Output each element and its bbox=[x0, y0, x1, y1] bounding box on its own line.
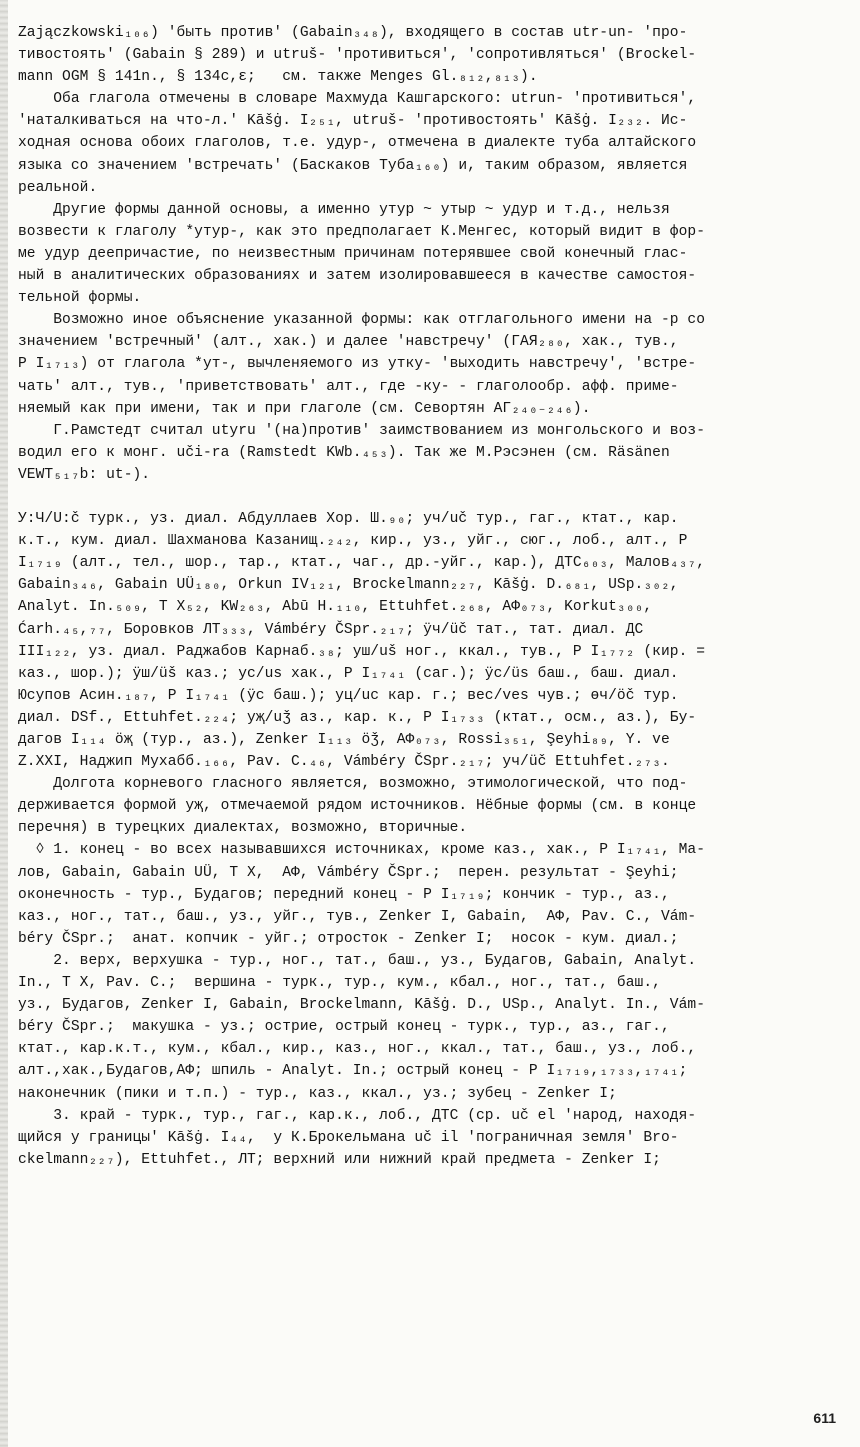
text-line: 2. верх, верхушка - тур., ног., тат., баш., уз., Будагов, Gabain, Analyt. bbox=[18, 952, 697, 969]
text-line: Другие формы данной основы, а именно утур ~ утыр ~ удур и т.д., нельзя bbox=[18, 201, 670, 218]
paragraph bbox=[18, 88, 840, 198]
text-line: языка со значением 'встречать' (Баскаков Туба₁₆₀) и, таким образом, является bbox=[18, 157, 688, 174]
paragraph bbox=[18, 773, 840, 839]
text-line: VEWT₅₁₇b: ut-). bbox=[18, 466, 151, 483]
text-line: перечня) в турецких диалектах, возможно, вторичные. bbox=[18, 820, 468, 837]
text-line: У:Ч/U:č турк., уз. диал. Абдуллаев Хор. Ш.₉₀; уч/uč тур., гаг., ктат., кар. bbox=[18, 511, 679, 528]
text-line: Z.XXI, Наджип Мухабб.₁₆₆, Pav. C.₄₆, Vámbéry ČSpr.₂₁₇; уч/üč Ettuhfet.₂₇₃. bbox=[18, 754, 670, 771]
paragraph bbox=[18, 839, 840, 949]
text-line: тивостоять' (Gabain § 289) и utruš- 'противиться', 'сопротивляться' (Brockel- bbox=[18, 47, 697, 64]
text-line: няемый как при имени, так и при глаголе (см. Севортян АГ₂₄₀₋₂₄₆). bbox=[18, 400, 591, 417]
text-line: уз., Будагов, Zenker I, Gabain, Brockelmann, Kāšġ. D., USp., Analyt. In., Vám- bbox=[18, 997, 705, 1014]
text-line: каз., ног., тат., баш., уз., уйг., тув., Zenker I, Gabain, АФ, Pav. C., Vám- bbox=[18, 908, 697, 925]
text-line: Ćarh.₄₅,₇₇, Боровков ЛТ₃₃₃, Vámbéry ČSpr.₂₁₇; ӱч/üč тат., тат. диал. ДС bbox=[18, 621, 644, 638]
text-line: Analyt. In.₅₀₉, T X₅₂, KW₂₆₃, Abū H.₁₁₀, Ettuhfet.₂₆₈, АФ₀₇₃, Korkut₃₀₀, bbox=[18, 599, 653, 616]
text-line: лов, Gabain, Gabain UÜ, T X, АФ, Vámbéry ČSpr.; перен. результат - Şeyhi; bbox=[18, 864, 679, 881]
paragraph bbox=[18, 950, 840, 1105]
text-line: Оба глагола отмечены в словаре Махмуда Кашгарского: utrun- 'противиться', bbox=[18, 91, 697, 108]
text-line: чать' алт., тув., 'приветствовать' алт., где -ку- - глаголообр. афф. приме- bbox=[18, 378, 679, 395]
text-line: держивается формой уҗ, отмечаемой рядом источников. Нёбные формы (см. в конце bbox=[18, 798, 697, 815]
paragraph bbox=[18, 1105, 840, 1171]
text-line: Г.Рамстедт считал utyru '(на)против' заимствованием из монгольского и воз- bbox=[18, 422, 705, 439]
paragraph bbox=[18, 508, 840, 773]
text-line: щийся у границы' Kāšġ. I₄₄, у К.Брокельмана uč il 'пограничная земля' Bro- bbox=[18, 1129, 679, 1146]
text-line: ный в аналитических образованиях и затем изолировавшееся в качестве самостоя- bbox=[18, 268, 697, 285]
text-line: дагов I₁₁₄ ӧҗ (тур., аз.), Zenker I₁₁₃ öǯ, АФ₀₇₃, Rossi₃₅₁, Şeyhi₈₉, Y. ve bbox=[18, 732, 670, 748]
text-line: ◊ 1. конец - во всех называвшихся источниках, кроме каз., хак., P I₁₇₄₁, Ма- bbox=[18, 842, 705, 859]
text-line: béry ČSpr.; макушка - уз.; острие, острый конец - турк., тур., аз., гаг., bbox=[18, 1019, 670, 1036]
text-line: P I₁₇₁₃) от глагола *ут-, вычленяемого из утку- 'выходить навстречу', 'встре- bbox=[18, 356, 697, 373]
text-line: водил его к монг. uči-ra (Ramstedt KWb.₄₅₃). Так же М.Рэсэнен (см. Räsänen bbox=[18, 444, 670, 461]
text-line: Возможно иное объяснение указанной формы: как отглагольного имени на -р со bbox=[18, 312, 705, 329]
text-line: béry ČSpr.; анат. копчик - уйг.; отросток - Zenker I; носок - кум. диал.; bbox=[18, 930, 679, 947]
text-line: I₁₇₁₉ (алт., тел., шор., тар., ктат., чаг., др.-уйг., кар.), ДТС₆₀₃, Малов₄₃₇, bbox=[18, 555, 705, 572]
text-line: каз., шор.); ӱш/üš каз.; ус/us хак., P I₁₇₄₁ (саг.); ӱс/üs баш., баш. диал. bbox=[18, 665, 679, 682]
text-line: mann OGM § 141n., § 134c,ε; см. также Menges Gl.₈₁₂,₈₁₃). bbox=[18, 69, 538, 86]
text-line: возвести к глаголу *утур-, как это предполагает К.Менгес, который видит в фор- bbox=[18, 223, 705, 240]
text-line: ме удур деепричастие, по неизвестным причинам потерявшее свой конечный глас- bbox=[18, 245, 688, 262]
text-line: 'наталкиваться на что-л.' Kāšġ. I₂₅₁, utruš- 'противостоять' Kāšġ. I₂₃₂. Ис- bbox=[18, 113, 688, 130]
text-line: реальной. bbox=[18, 179, 98, 196]
paragraph bbox=[18, 199, 840, 309]
text-line: III₁₂₂, уз. диал. Раджабов Карнаб.₃₈; уш/uš ног., ккал., тув., P I₁₇₇₂ (кир. = bbox=[18, 643, 705, 660]
text-line: диал. DSf., Ettuhfet.₂₂₄; уҗ/uǯ аз., кар. к., P I₁₇₃₃ (ктат., осм., аз.), Бу- bbox=[18, 709, 697, 726]
text-line: оконечность - тур., Будагов; передний конец - P I₁₇₁₉; кончик - тур., аз., bbox=[18, 886, 670, 903]
text-line: наконечник (пики и т.п.) - тур., каз., ккал., уз.; зубец - Zenker I; bbox=[18, 1085, 617, 1102]
scan-edge-shadow bbox=[0, 0, 8, 1447]
text-line: Юсупов Асин.₁₈₇, P I₁₇₄₁ (ӱс баш.); уц/uc кар. г.; вес/ves чув.; өч/öč тур. bbox=[18, 687, 679, 704]
text-line: Долгота корневого гласного является, возможно, этимологической, что под- bbox=[18, 776, 688, 793]
text-line: Zajączkowski₁₀₆) 'быть против' (Gabain₃₄₈), входящего в состав utr-un- 'про- bbox=[18, 25, 688, 41]
paragraph bbox=[18, 420, 840, 486]
paragraph-spacer bbox=[18, 486, 840, 508]
paragraph bbox=[18, 22, 840, 88]
text-line: ктат., кар.к.т., кум., кбал., кир., каз., ног., ккал., тат., баш., уз., лоб., bbox=[18, 1041, 697, 1058]
text-line: к.т., кум. диал. Шахманова Казанищ.₂₄₂, кир., уз., уйг., сюг., лоб., алт., P bbox=[18, 533, 688, 550]
text-line: тельной формы. bbox=[18, 290, 142, 307]
text-line: 3. край - турк., тур., гаг., кар.к., лоб., ДТС (ср. uč el 'народ, находя- bbox=[18, 1107, 697, 1124]
text-line: Gabain₃₄₆, Gabain UÜ₁₈₀, Orkun IV₁₂₁, Brockelmann₂₂₇, Kāšġ. D.₆₈₁, USp.₃₀₂, bbox=[18, 577, 679, 594]
text-line: ckelmann₂₂₇), Ettuhfet., ЛТ; верхний или нижний край предмета - Zenker I; bbox=[18, 1151, 661, 1168]
text-block bbox=[18, 22, 840, 1171]
text-line: значением 'встречный' (алт., хак.) и далее 'навстречу' (ГАЯ₂₈₀, хак., тув., bbox=[18, 334, 679, 351]
text-line: In., T X, Pav. C.; вершина - турк., тур., кум., кбал., ног., тат., баш., bbox=[18, 975, 661, 992]
text-line: алт.,хак.,Будагов,АФ; шпиль - Analyt. In.; острый конец - P I₁₇₁₉,₁₇₃₃,₁₇₄₁; bbox=[18, 1063, 688, 1080]
page-number: 611 bbox=[813, 1410, 836, 1426]
paragraph bbox=[18, 309, 840, 419]
text-line: ходная основа обоих глаголов, т.е. удур-, отмечена в диалекте туба алтайского bbox=[18, 135, 697, 152]
